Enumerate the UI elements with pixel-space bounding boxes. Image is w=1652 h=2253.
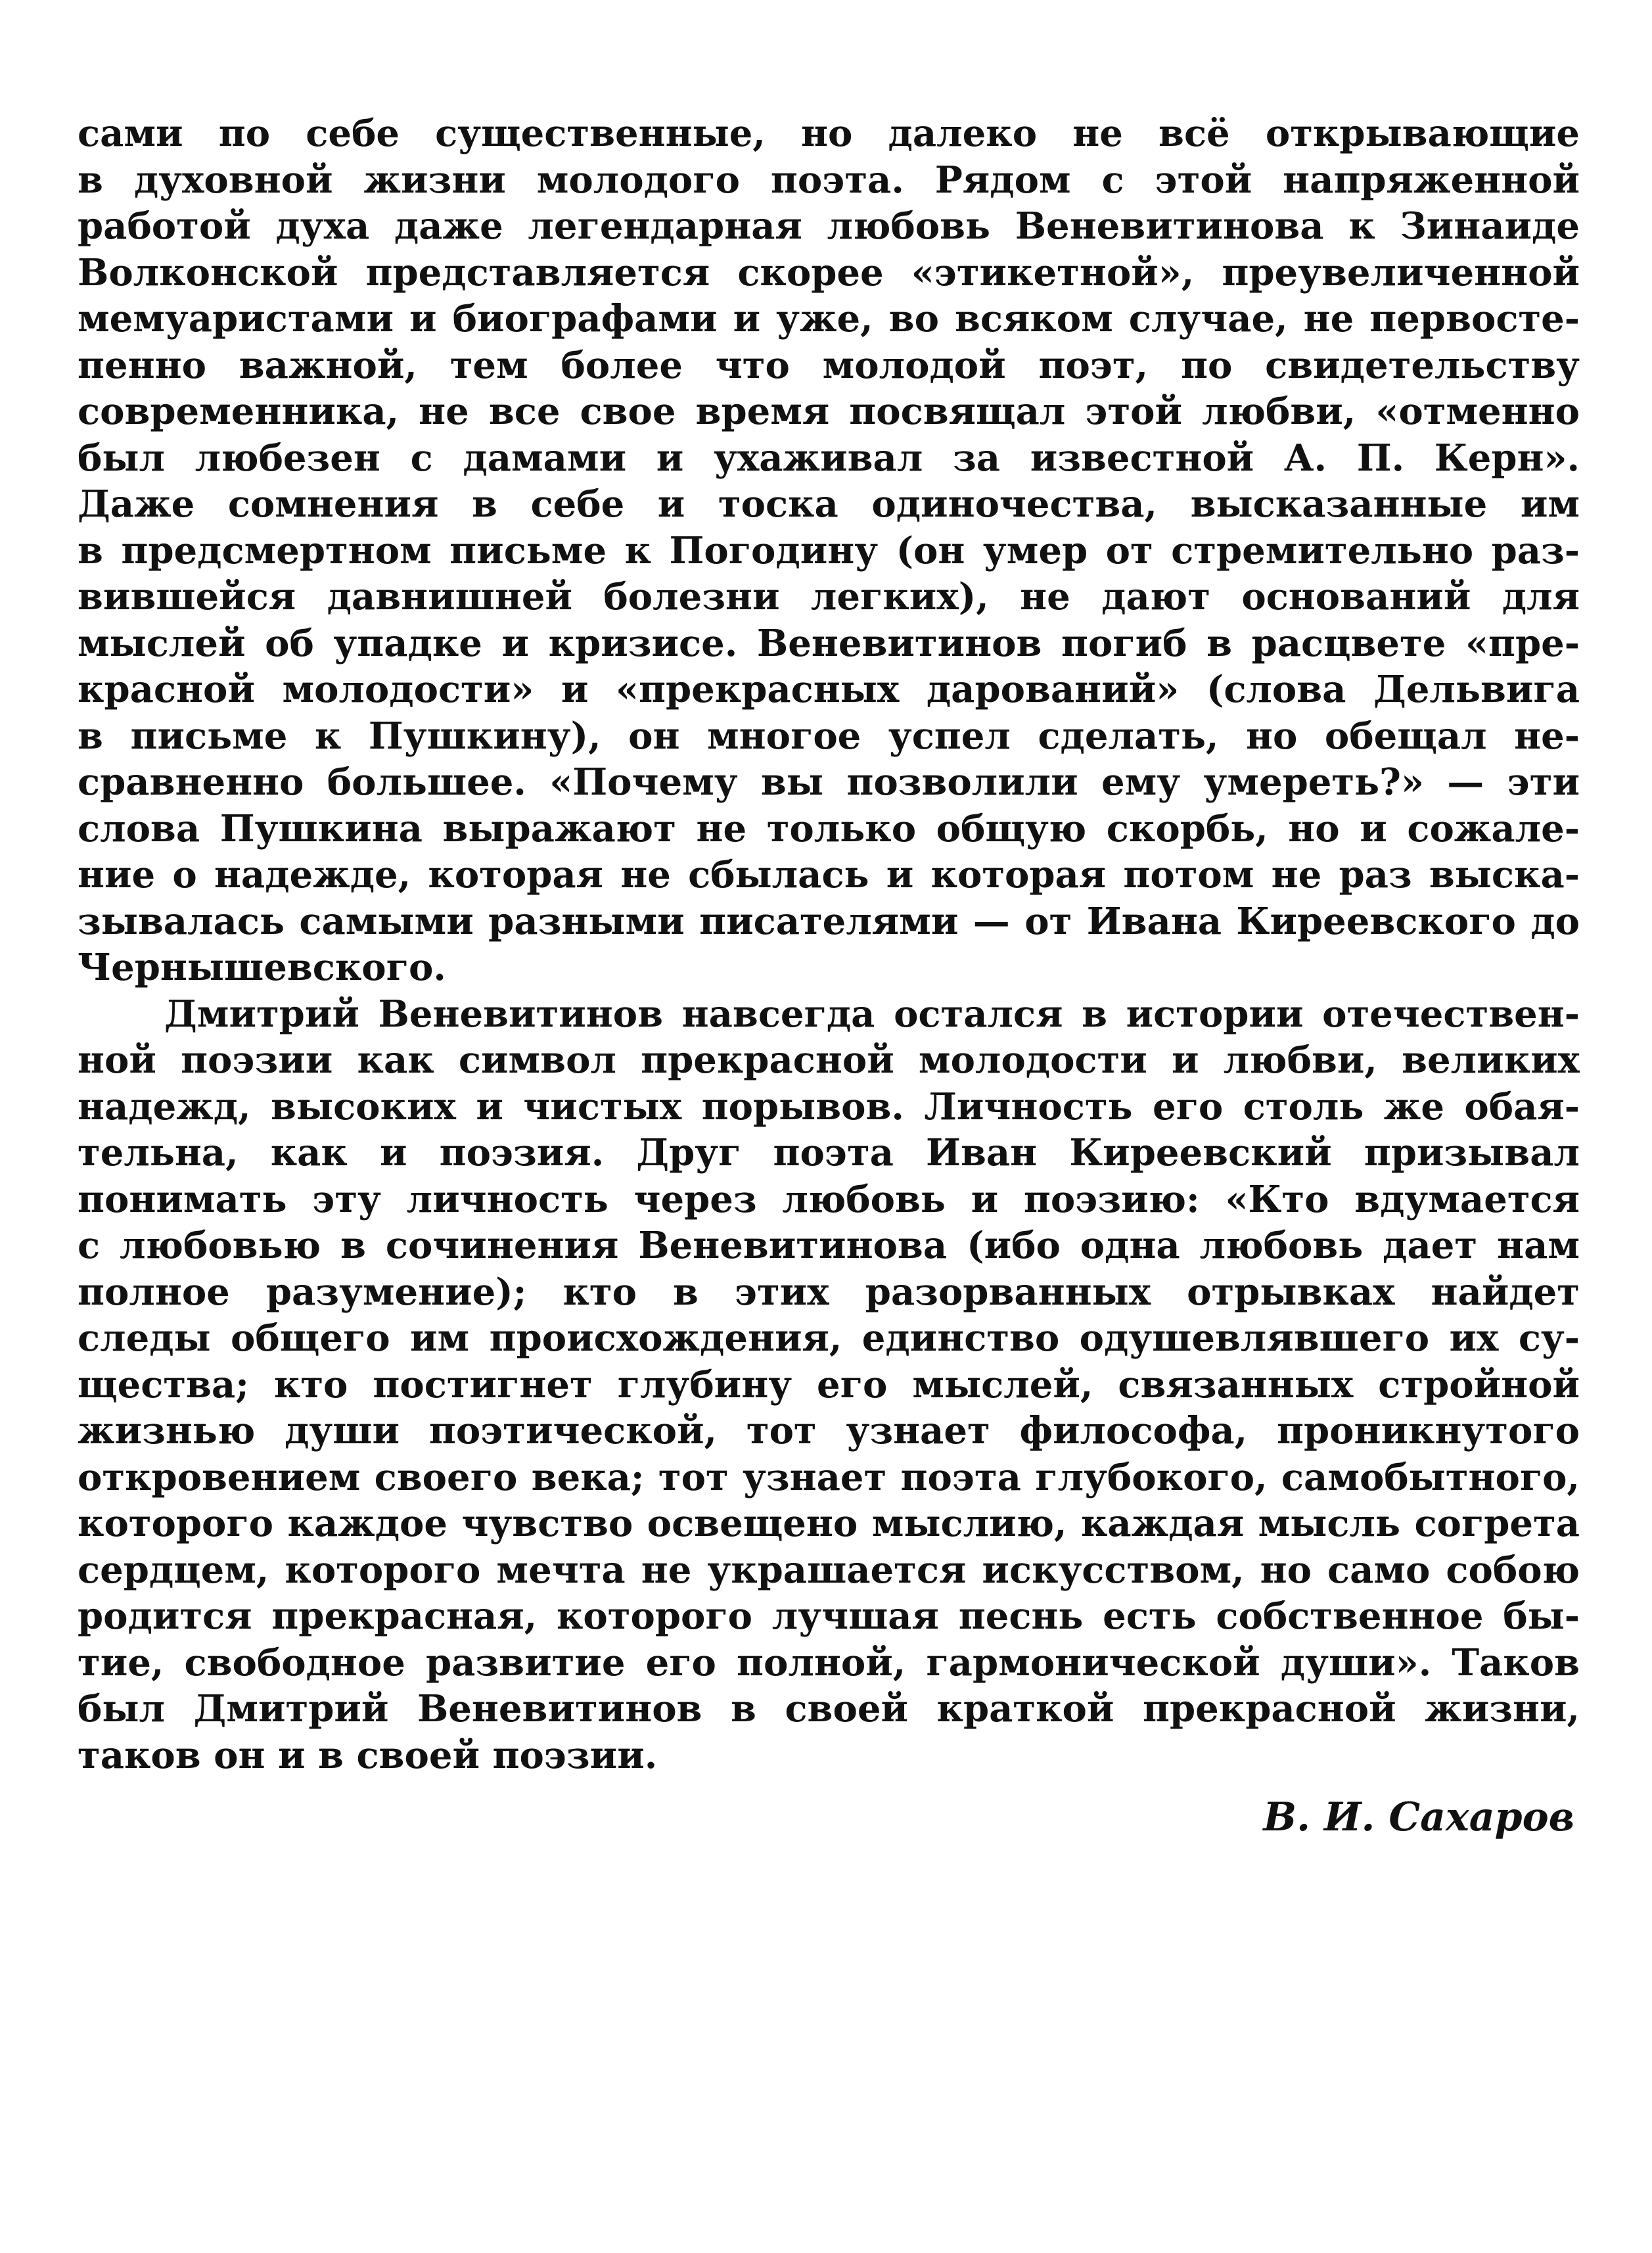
text-line: Чернышевского. xyxy=(78,946,446,989)
text-line: Волконской представляется скорее «этикетной», преувеличенной xyxy=(78,250,1580,294)
text-line: сравненно большее. «Почему вы позволили ему умереть?» — эти xyxy=(78,760,1580,804)
text-line: Даже сомнения в себе и тоска одиночества, высказанные им xyxy=(78,482,1580,526)
paragraph-1 xyxy=(78,110,1580,991)
text-line: мыслей об упадке и кризисе. Веневитинов погиб в расцвете «пре- xyxy=(78,621,1580,665)
text-line: таков он и в своей поэзии. xyxy=(78,1733,658,1777)
author-signature: В. И. Сахаров xyxy=(1263,1794,1574,1840)
text-line: пенно важной, тем более что молодой поэт, по свидетельству xyxy=(78,343,1580,387)
text-line: понимать эту личность через любовь и поэзию: «Кто вдумается xyxy=(78,1177,1580,1221)
text-line: в предсмертном письме к Погодину (он умер от стремительно раз- xyxy=(78,528,1580,572)
text-line: был Дмитрий Веневитинов в своей краткой прекрасной жизни, xyxy=(78,1687,1580,1730)
text-line: полное разумение); кто в этих разорванных отрывках найдет xyxy=(78,1270,1580,1314)
text-line: современника, не все свое время посвящал этой любви, «отменно xyxy=(78,390,1580,433)
text-line: которого каждое чувство освещено мыслию, каждая мысль согрета xyxy=(78,1502,1580,1545)
text-line: жизнью души поэтической, тот узнает философа, проникнутого xyxy=(78,1409,1580,1452)
text-line: тие, свободное развитие его полной, гармонической души». Таков xyxy=(78,1640,1580,1684)
text-line: следы общего им происхождения, единство одушевлявшего их су- xyxy=(78,1316,1580,1360)
text-line: ной поэзии как символ прекрасной молодости и любви, великих xyxy=(78,1038,1580,1082)
text-line: красной молодости» и «прекрасных дарований» (слова Дельвига xyxy=(78,668,1580,711)
text-line: был любезен с дамами и ухаживал за известной А. П. Керн». xyxy=(78,436,1580,480)
text-line: откровением своего века; тот узнает поэта глубокого, самобытного, xyxy=(78,1455,1580,1499)
text-line: зывалась самыми разными писателями — от Ивана Киреевского до xyxy=(78,899,1580,943)
text-line: в письме к Пушкину), он многое успел сделать, но обещал не- xyxy=(78,714,1580,758)
text-line: надежд, высоких и чистых порывов. Личность его столь же обая- xyxy=(78,1084,1580,1128)
text-line: Дмитрий Веневитинов навсегда остался в истории отечествен- xyxy=(164,992,1580,1036)
text-line: с любовью в сочинения Веневитинова (ибо одна любовь дает нам xyxy=(78,1224,1580,1267)
text-line: сами по себе существенные, но далеко не всё открывающие xyxy=(78,112,1580,155)
text-line: тельна, как и поэзия. Друг поэта Иван Киреевский призывал xyxy=(78,1131,1580,1174)
paragraph-2 xyxy=(78,991,1580,1779)
body-text xyxy=(78,110,1580,1778)
text-line: в духовной жизни молодого поэта. Рядом с этой напряженной xyxy=(78,158,1580,202)
text-line: сердцем, которого мечта не украшается искусством, но само собою xyxy=(78,1548,1580,1592)
text-line: работой духа даже легендарная любовь Веневитинова к Зинаиде xyxy=(78,204,1580,248)
text-line: родится прекрасная, которого лучшая песнь есть собственное бы- xyxy=(78,1594,1580,1638)
text-line: ние о надежде, которая не сбылась и которая потом не раз выска- xyxy=(78,853,1580,896)
text-line: вившейся давнишней болезни легких), не дают оснований для xyxy=(78,575,1580,618)
text-line: щества; кто постигнет глубину его мыслей, связанных стройной xyxy=(78,1362,1580,1406)
text-line: слова Пушкина выражают не только общую скорбь, но и сожале- xyxy=(78,806,1580,850)
text-line: мемуаристами и биографами и уже, во всяком случае, не первосте- xyxy=(78,297,1580,340)
